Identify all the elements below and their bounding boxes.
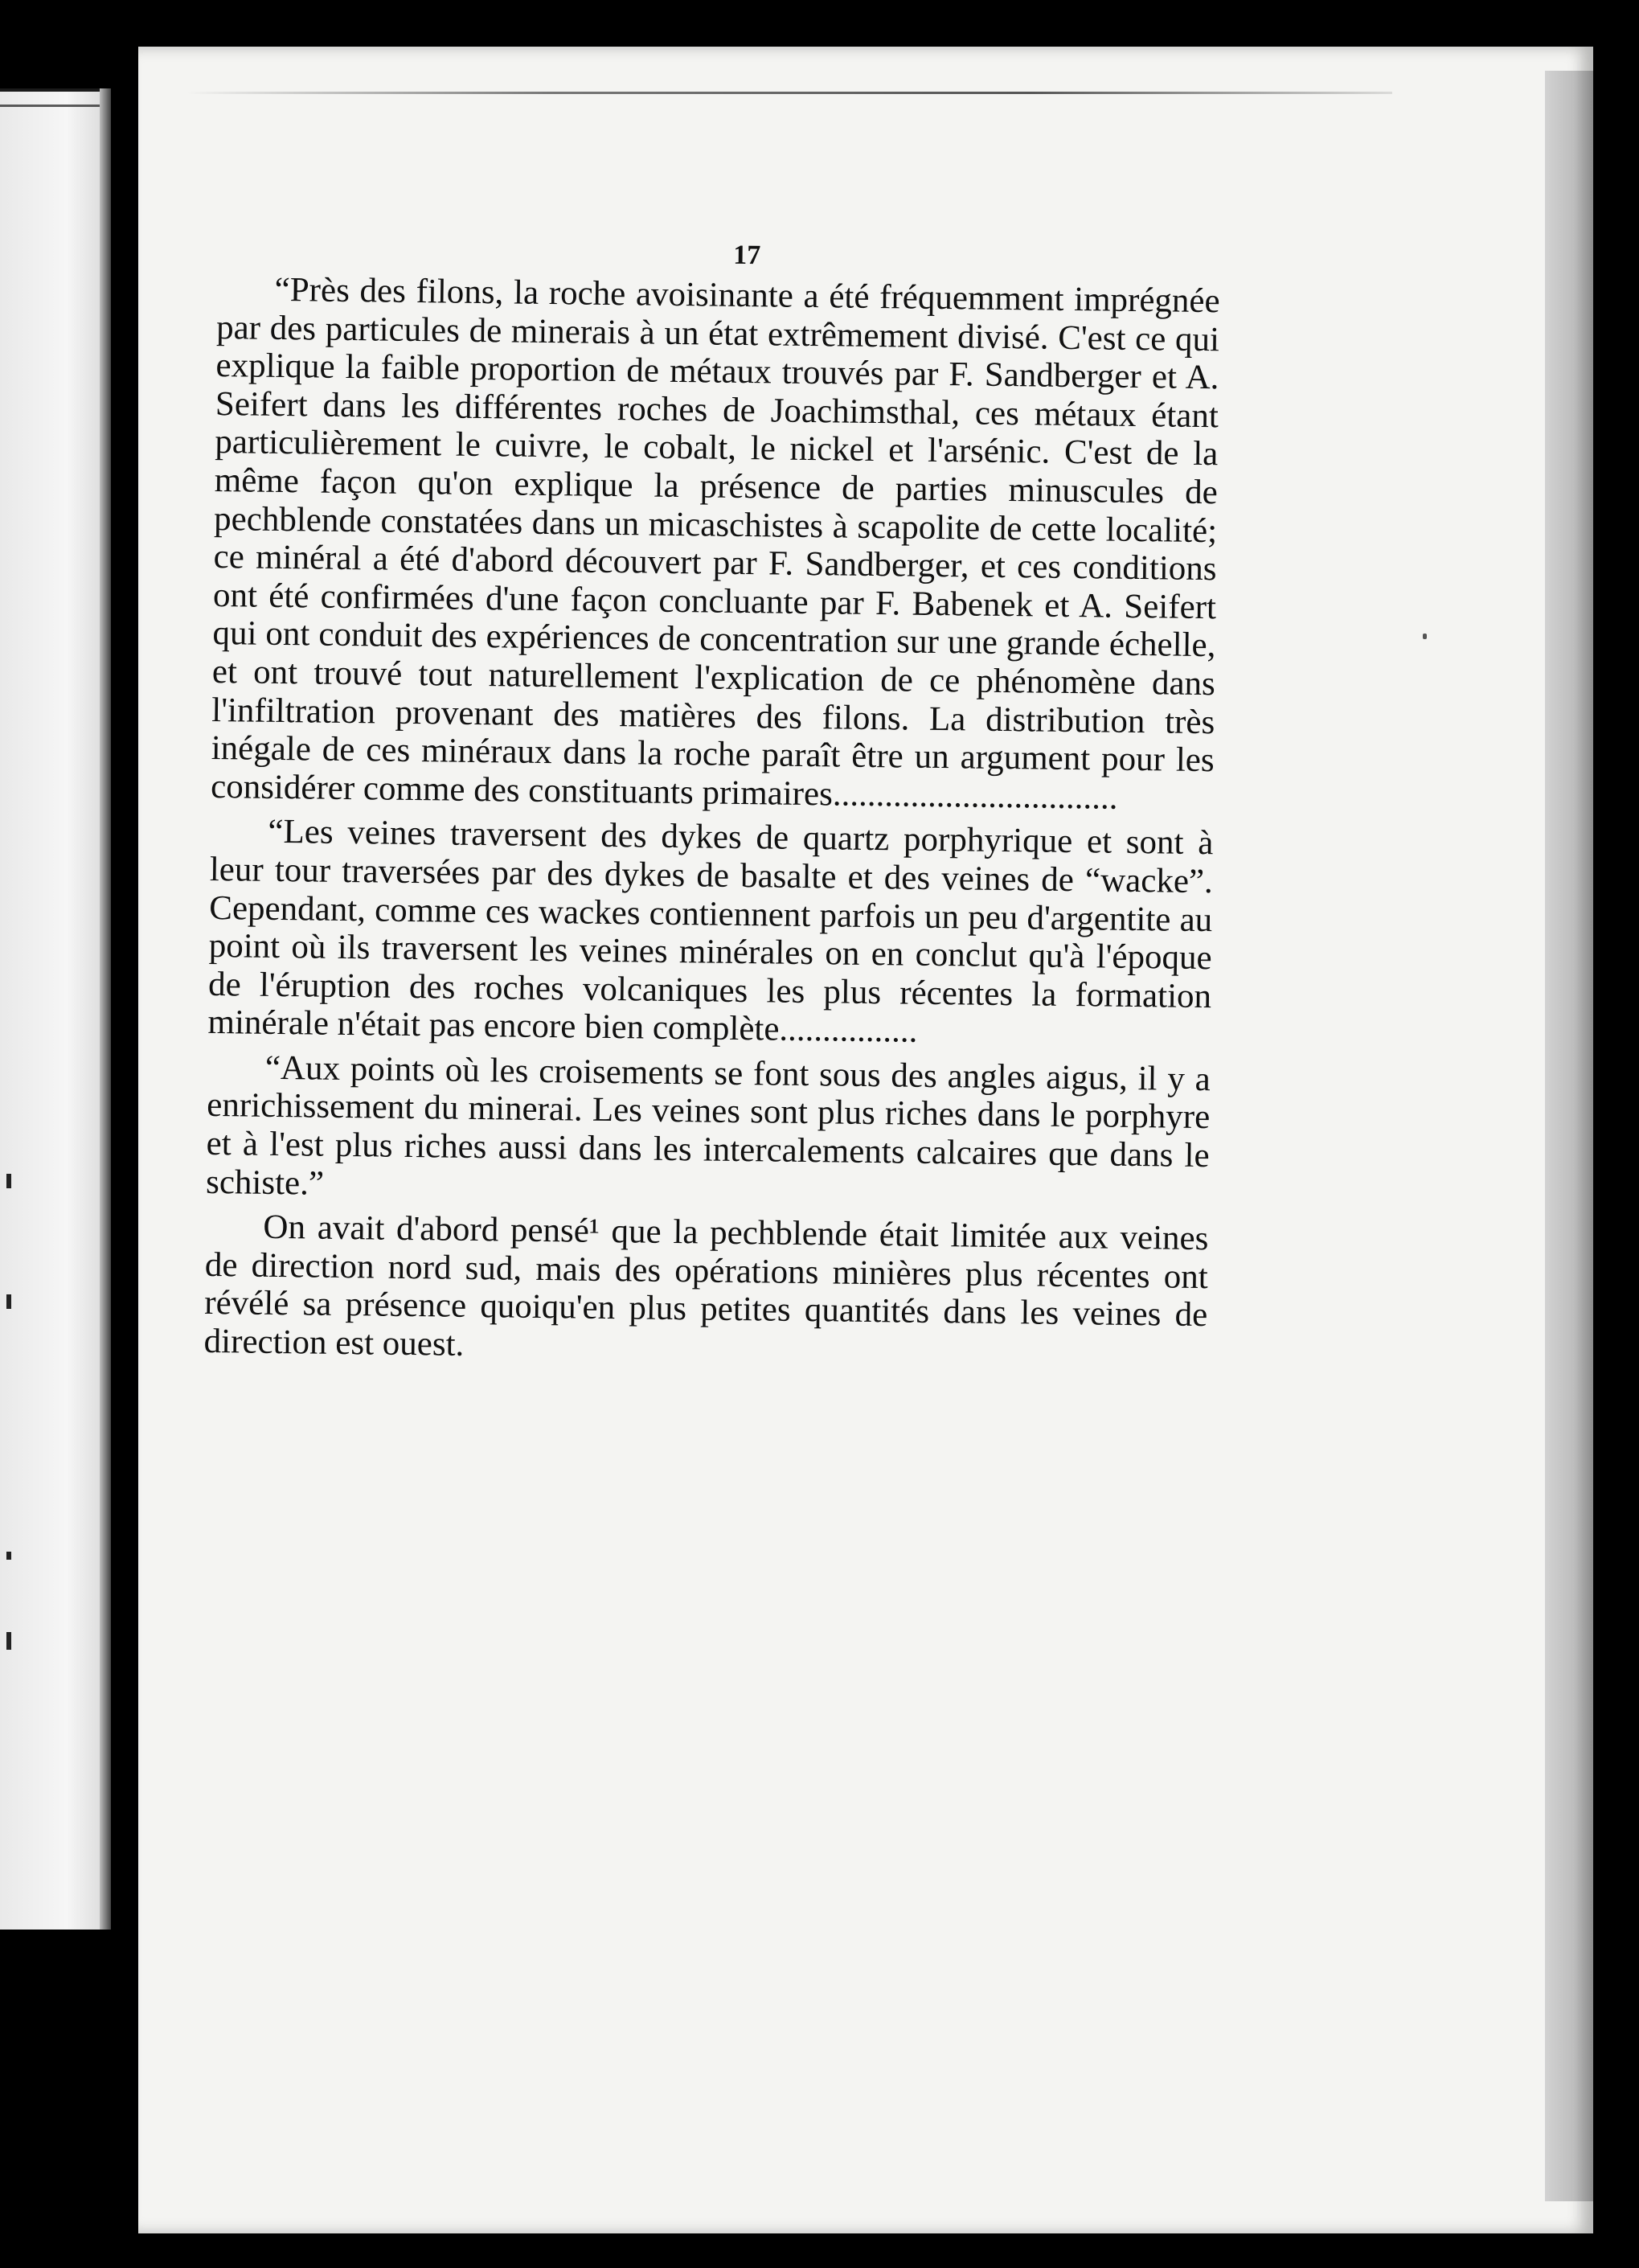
paragraph: “Près des filons, la roche avoisinante a été fréquemment imprégnée par des particules de minerais à un état extrêmement divisé. C'est ce qui explique la faible proportion de métaux trouvés par F. Sandberger et A. Seifert dans les différentes roches de Joachimsthal, ces métaux étant particulièrement le cuivre, le cobalt, le nickel et l'arsénic. C'est de la même façon qu'on explique la présence de parties minuscules de pechblende constatées dans un micaschistes à scapolite de cette localité; ce minéral a été d'abord découvert par F. Sandberger, et ces conditions ont été confirmées d'une façon concluante par F. Babenek et A. Seifert qui ont conduit des expériences de concentration sur une grande échelle, et ont trouvé tout naturellement l'explication de ce phénomène dans l'infiltration provenant des matières des filons. La distribution très inégale de ces minéraux dans la roche paraît être un argument pour les considérer comme des constituants primaires................................. [210, 270, 1220, 817]
facing-page-edge [0, 88, 111, 1930]
book-page [138, 47, 1593, 2233]
ink-mark [6, 1174, 11, 1188]
ink-mark [6, 1294, 11, 1309]
ink-mark [6, 1632, 11, 1650]
paragraph: On avait d'abord pensé¹ que la pechblende était limitée aux veines de direction nord sud, mais des opérations minières plus récentes ont révélé sa présence quoiqu'en plus petites quantités dans les veines de direction est ouest. [203, 1208, 1209, 1364]
dust-speck [1423, 634, 1427, 639]
page-top-rule [186, 92, 1392, 94]
page-edge-line [0, 105, 111, 107]
paragraph: “Aux points où les croisements se font sous des angles aigus, il y a enrichissement du minerai. Les veines sont plus riches dans le porphyre et à l'est plus riches aussi dans les intercalements calcaires que dans le schiste.” [205, 1048, 1211, 1203]
paragraph: “Les veines traversent des dykes de quartz porphyrique et sont à leur tour traversées par des dykes de basalte et des veines de “wacke”. Cependant, comme ces wackes contiennent parfois un peu d'argentite au point où ils traversent les veines minérales on en conclut qu'à l'époque de l'éruption des roches volcaniques les plus récentes la formation minérale n'était pas encore bien complète................ [207, 813, 1214, 1050]
page-text [203, 240, 1220, 1373]
page-right-edge [1545, 71, 1593, 2201]
ink-mark [6, 1552, 11, 1560]
page-number: 17 [733, 240, 761, 271]
page-edge-line [0, 88, 111, 92]
gutter-shadow [100, 88, 111, 1930]
